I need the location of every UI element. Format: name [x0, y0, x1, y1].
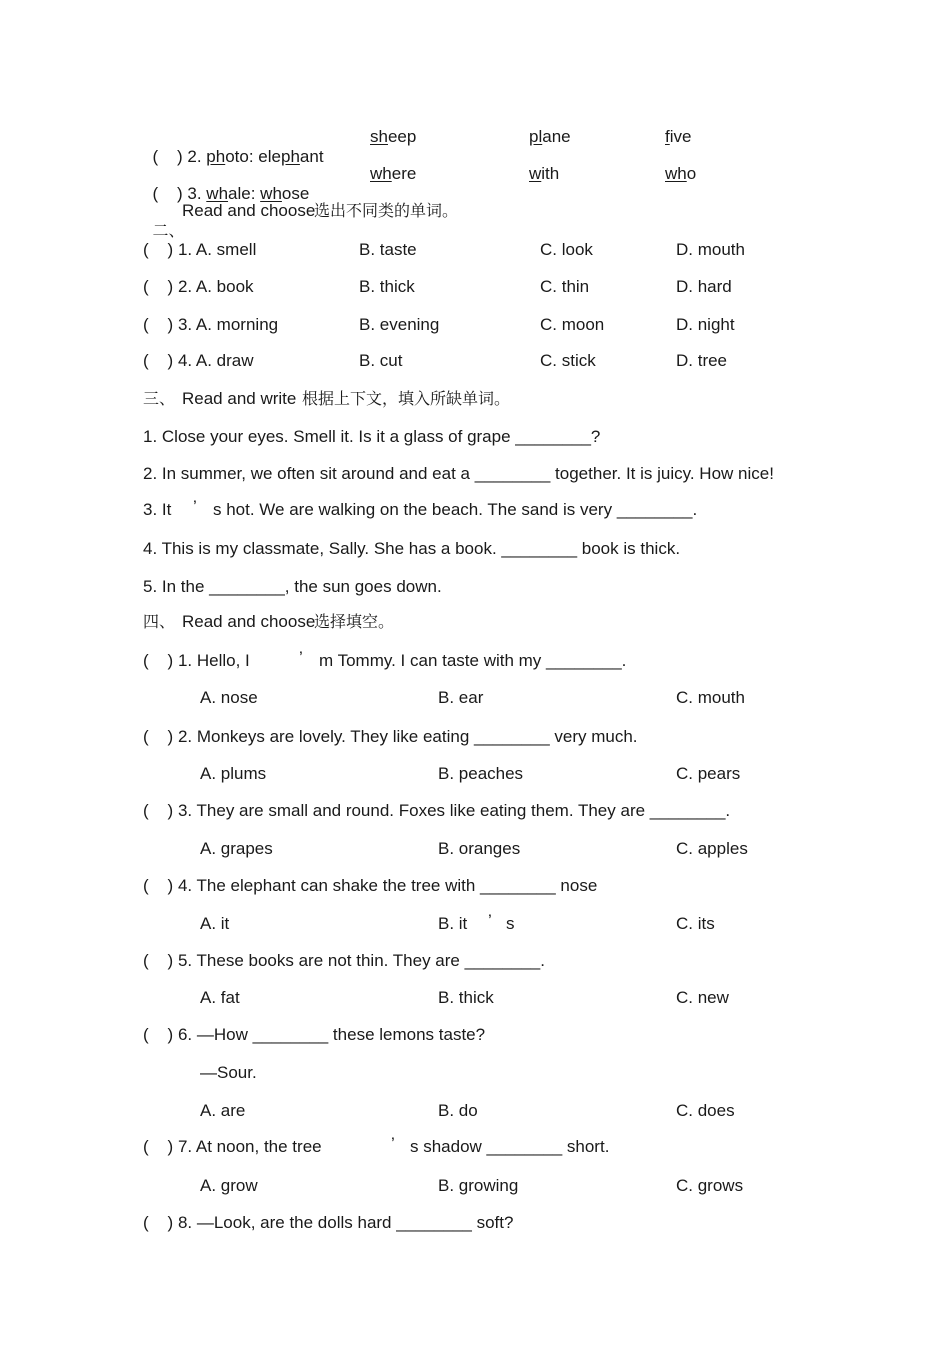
mc-q7-start: ( ) 7. At noon, the tree — [143, 1137, 322, 1156]
phonics-q2-opt1 — [370, 127, 416, 147]
mc-q7-apostrophe: ’ — [391, 1134, 395, 1153]
underlined-letters: sh — [370, 127, 388, 146]
fill-s5: 5. In the ________, the sun goes down. — [143, 577, 442, 596]
mc-q6: ( ) 6. —How ________ these lemons taste? — [143, 1025, 486, 1044]
section3-number: 三、 — [143, 389, 176, 408]
mc-q6-opt-c: C. does — [676, 1101, 735, 1120]
word-part: ere — [391, 164, 417, 183]
choice-q3-c: C. moon — [540, 315, 605, 334]
fill-s4: 4. This is my classmate, Sally. She has a book. ________ book is thick. — [143, 539, 681, 558]
phonics-q2-opt2 — [529, 127, 571, 147]
choice-q4-c: C. stick — [540, 351, 596, 370]
q-prefix: ( ) 2. — [152, 147, 207, 166]
mc-q1-start: ( ) 1. Hello, I — [143, 651, 250, 670]
fill-s2: 2. In summer, we often sit around and eat a ________ together. It is juicy. How nice! — [143, 464, 774, 483]
underlined-letters: wh — [665, 164, 687, 183]
mc-q3-opt-b: B. oranges — [438, 839, 521, 858]
word-part: ale: — [228, 184, 261, 203]
mc-q1-apostrophe: ’ — [299, 648, 303, 667]
word-part: eep — [387, 127, 417, 146]
fill-s3-apostrophe: ’ — [193, 497, 197, 516]
choice-q3-d: D. night — [676, 315, 735, 334]
word-part: ith — [541, 164, 560, 183]
section4-header-en: Read and choose — [182, 612, 316, 631]
mc-q7-opt-b: B. growing — [438, 1176, 519, 1195]
word-part: oto: ele — [225, 147, 281, 166]
mc-q7-opt-c: C. grows — [676, 1176, 744, 1195]
mc-q1-opt-b: B. ear — [438, 688, 484, 707]
underlined-letters: wh — [260, 184, 282, 203]
mc-q1-opt-c: C. mouth — [676, 688, 745, 707]
phonics-q3 — [143, 164, 309, 204]
choice-q4-b: B. cut — [359, 351, 403, 370]
choice-q2: ( ) 2. A. book — [143, 277, 254, 296]
mc-q4-opt-b-end: s — [506, 914, 515, 933]
mc-q4-opt-b: B. it — [438, 914, 468, 933]
phonics-q3-opt2 — [529, 164, 559, 184]
section2-header-zh — [314, 201, 458, 221]
underlined-letters: wh — [206, 184, 229, 203]
section4-header-zh: 选择填空。 — [314, 612, 395, 631]
choice-q4: ( ) 4. A. draw — [143, 351, 254, 370]
fill-s3-end: s hot. We are walking on the beach. The sand is very ________. — [213, 500, 698, 519]
choice-q1: ( ) 1. A. smell — [143, 240, 257, 259]
phonics-q3-opt3 — [665, 164, 696, 184]
choice-q3: ( ) 3. A. morning — [143, 315, 279, 334]
mc-q2-opt-b: B. peaches — [438, 764, 524, 783]
mc-q2-opt-c: C. pears — [676, 764, 741, 783]
choice-q2-b: B. thick — [359, 277, 415, 296]
section3-header-en: Read and write — [182, 389, 297, 408]
underlined-letters: ph — [280, 147, 300, 166]
underlined-letters: pl — [529, 127, 543, 146]
choice-q1-d: D. mouth — [676, 240, 745, 259]
mc-q3: ( ) 3. They are small and round. Foxes like eating them. They are ________. — [143, 801, 731, 820]
mc-q1-opt-a: A. nose — [200, 688, 258, 707]
underlined-letters: wh — [370, 164, 392, 183]
mc-q5-opt-c: C. new — [676, 988, 729, 1007]
mc-q4: ( ) 4. The elephant can shake the tree with ________ nose — [143, 876, 598, 895]
mc-q6-opt-b: B. do — [438, 1101, 478, 1120]
mc-q2: ( ) 2. Monkeys are lovely. They like eating ________ very much. — [143, 727, 638, 746]
fill-s3-start: 3. It — [143, 500, 172, 519]
mc-q8: ( ) 8. —Look, are the dolls hard ________ soft? — [143, 1213, 514, 1232]
choice-q1-b: B. taste — [359, 240, 417, 259]
word-part: ant — [299, 147, 324, 166]
phonics-q2 — [143, 127, 324, 167]
choice-q2-d: D. hard — [676, 277, 732, 296]
mc-q4-opt-a: A. it — [200, 914, 230, 933]
header-zh: 选出不同类的单词。 — [314, 201, 459, 220]
header-en: Read and choose — [182, 201, 316, 220]
word-part: ose — [281, 184, 310, 203]
mc-q4-opt-b-apostrophe: ’ — [488, 911, 492, 930]
word-part: o — [686, 164, 697, 183]
mc-q5: ( ) 5. These books are not thin. They are ________. — [143, 951, 545, 970]
choice-q1-c: C. look — [540, 240, 593, 259]
choice-q2-c: C. thin — [540, 277, 590, 296]
section2-header-en — [182, 201, 315, 221]
mc-q5-opt-b: B. thick — [438, 988, 494, 1007]
mc-q5-opt-a: A. fat — [200, 988, 240, 1007]
section-number: 二、 — [152, 221, 185, 240]
mc-q3-opt-c: C. apples — [676, 839, 748, 858]
section2-header — [143, 201, 184, 241]
underlined-letters: f — [665, 127, 670, 146]
section4-number: 四、 — [143, 612, 176, 631]
word-part: ane — [542, 127, 571, 146]
phonics-q2-opt3 — [665, 127, 691, 147]
fill-s1: 1. Close your eyes. Smell it. Is it a glass of grape ________? — [143, 427, 601, 446]
underlined-letters: ph — [206, 147, 226, 166]
phonics-q3-opt1 — [370, 164, 416, 184]
choice-q4-d: D. tree — [676, 351, 728, 370]
mc-q7-end: s shadow ________ short. — [410, 1137, 610, 1156]
mc-q6-reply: —Sour. — [200, 1063, 257, 1082]
mc-q1-end: m Tommy. I can taste with my ________. — [319, 651, 627, 670]
mc-q2-opt-a: A. plums — [200, 764, 267, 783]
word-part: ive — [669, 127, 692, 146]
mc-q7-opt-a: A. grow — [200, 1176, 258, 1195]
section3-header-zh: 根据上下文，填入所缺单词。 — [302, 389, 511, 408]
underlined-letters: w — [529, 164, 542, 183]
choice-q3-b: B. evening — [359, 315, 440, 334]
q-prefix: ( ) 3. — [152, 184, 207, 203]
mc-q4-opt-c: C. its — [676, 914, 715, 933]
mc-q3-opt-a: A. grapes — [200, 839, 273, 858]
mc-q6-opt-a: A. are — [200, 1101, 246, 1120]
